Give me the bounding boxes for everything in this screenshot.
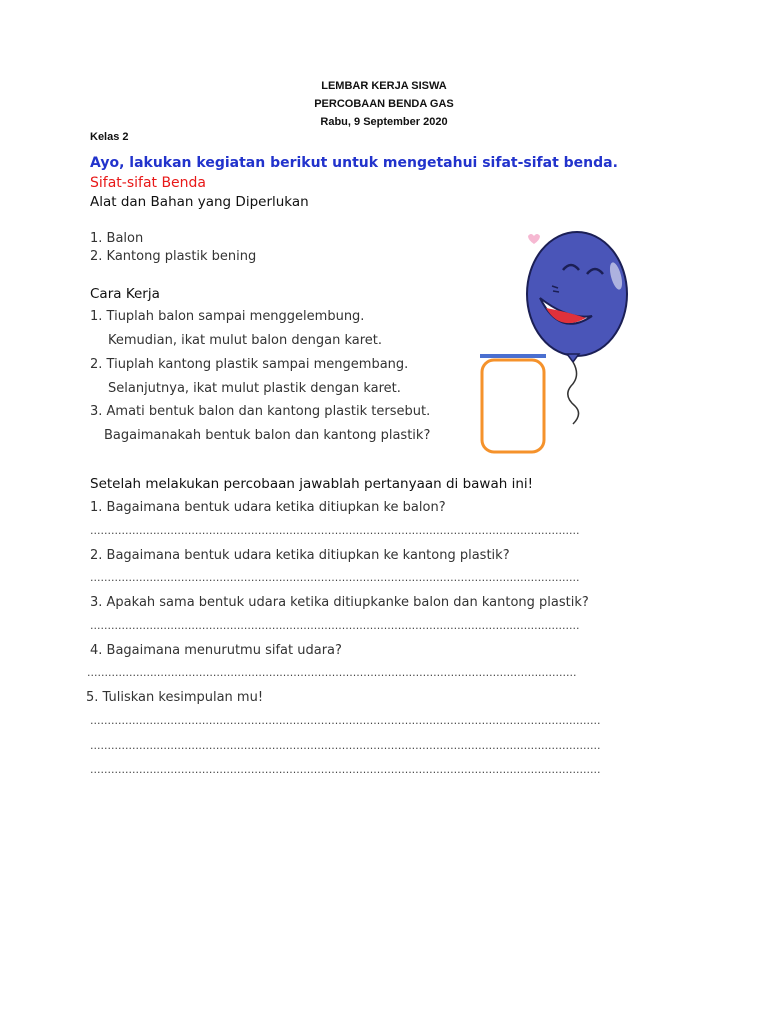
balloon-icon [527, 232, 627, 424]
questions-heading: Setelah melakukan percobaan jawablah pertanyaan di bawah ini! [90, 476, 534, 492]
answer-line[interactable]: ............................................................................................................................................ [90, 619, 580, 632]
worksheet-date: Rabu, 9 September 2020 [320, 116, 448, 128]
procedure-step: Selanjutnya, ikat mulut plastik dengan karet. [108, 381, 401, 396]
procedure-step: Bagaimanakah bentuk balon dan kantong plastik? [104, 428, 431, 443]
question-item: 5. Tuliskan kesimpulan mu! [86, 690, 264, 705]
question-item: 4. Bagaimana menurutmu sifat udara? [90, 643, 342, 658]
intro-text: Ayo, lakukan kegiatan berikut untuk mengetahui sifat-sifat benda. [90, 155, 618, 171]
plastic-bag-icon [480, 354, 546, 452]
balloon-jar-illustration [470, 228, 650, 458]
question-item: 3. Apakah sama bentuk udara ketika ditiupkanke balon dan kantong plastik? [90, 595, 589, 610]
question-item: 1. Bagaimana bentuk udara ketika ditiupkan ke balon? [90, 500, 446, 515]
answer-line[interactable]: .................................................................................................................................................. [90, 739, 601, 752]
procedure-step: 1. Tiuplah balon sampai menggelembung. [90, 309, 365, 324]
heart-icon [528, 234, 540, 244]
procedure-heading: Cara Kerja [90, 286, 160, 302]
class-label: Kelas 2 [90, 131, 129, 143]
worksheet-subtitle: PERCOBAAN BENDA GAS [314, 98, 454, 110]
material-item: 1. Balon [90, 231, 144, 246]
materials-heading: Alat dan Bahan yang Diperlukan [90, 194, 309, 210]
worksheet-title: LEMBAR KERJA SISWA [321, 80, 447, 92]
procedure-step: 2. Tiuplah kantong plastik sampai mengembang. [90, 357, 409, 372]
question-item: 2. Bagaimana bentuk udara ketika ditiupkan ke kantong plastik? [90, 548, 510, 563]
procedure-step: Kemudian, ikat mulut balon dengan karet. [108, 333, 382, 348]
answer-line[interactable]: ............................................................................................................................................ [90, 524, 580, 537]
answer-line[interactable]: .................................................................................................................................................. [90, 763, 601, 776]
answer-line[interactable]: .................................................................................................................................................. [90, 714, 601, 727]
answer-line[interactable]: ............................................................................................................................................ [90, 571, 580, 584]
material-item: 2. Kantong plastik bening [90, 249, 257, 264]
answer-line[interactable]: ............................................................................................................................................ [87, 666, 577, 679]
procedure-step: 3. Amati bentuk balon dan kantong plastik tersebut. [90, 404, 431, 419]
section-subtitle: Sifat-sifat Benda [90, 175, 207, 191]
